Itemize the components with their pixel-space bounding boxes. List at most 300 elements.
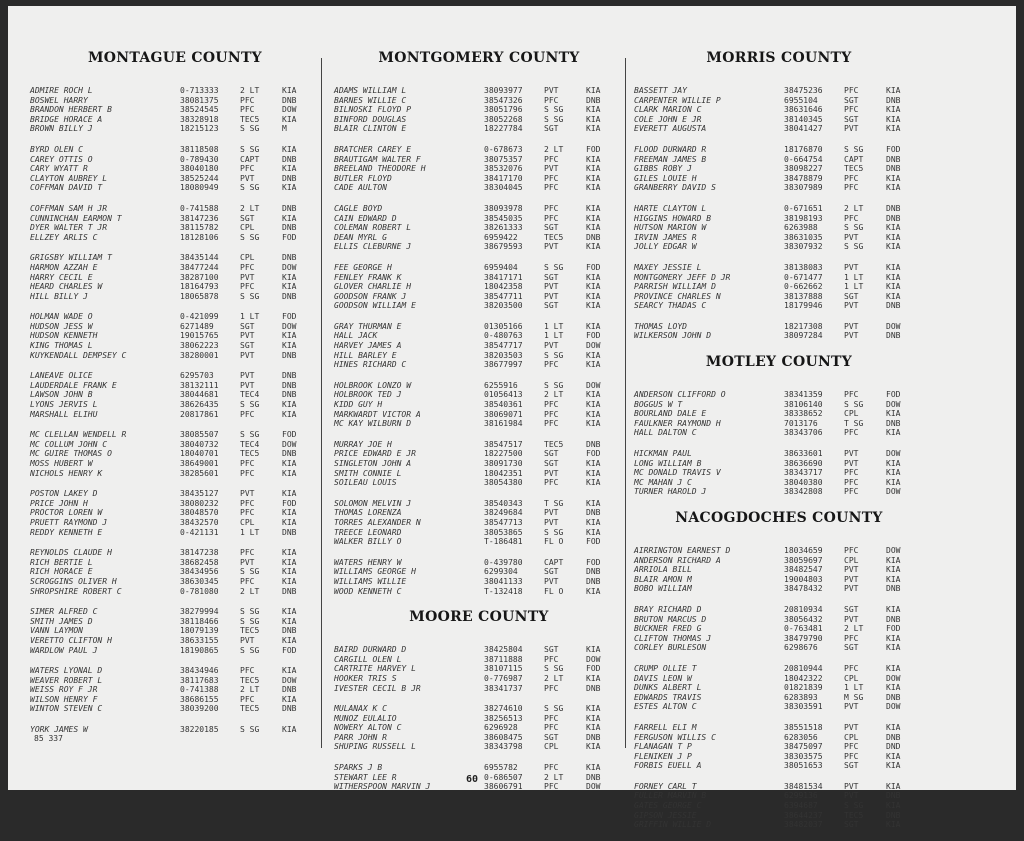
roster-entry <box>334 381 624 391</box>
entry-status: KIA <box>282 468 297 478</box>
roster-group <box>334 558 624 596</box>
entry-name: BRUTON MARCUS D <box>634 614 707 624</box>
roster-entry <box>634 693 924 703</box>
entry-name: VANN LAYMON <box>30 626 83 636</box>
entry-name: BOGGUS W T <box>634 399 683 409</box>
column-divider <box>321 58 322 748</box>
entry-name: WILLIAMS GEORGE H <box>334 567 416 577</box>
entry-rank: TEC5 <box>240 626 260 636</box>
entry-rank: PFC <box>544 360 559 370</box>
entry-rank: SGT <box>544 124 559 134</box>
entry-rank: SGT <box>544 301 559 311</box>
entry-serial: 6955104 <box>784 95 818 105</box>
entry-rank: PVT <box>240 557 255 567</box>
roster-entry <box>634 683 924 693</box>
entry-serial: 38249684 <box>484 508 523 518</box>
entry-serial: 6394687 <box>784 801 818 811</box>
entry-name: MC CLELLAN WENDELL R <box>30 430 127 440</box>
roster-entry <box>30 567 320 577</box>
entry-rank: S SG <box>544 527 564 537</box>
roster-entry <box>30 489 320 499</box>
entry-serial: 38435144 <box>180 253 219 263</box>
entry-serial: 38203500 <box>484 301 523 311</box>
entry-rank: SGT <box>544 449 559 459</box>
entry-serial: 38093977 <box>484 86 523 95</box>
entry-name: HOLMAN WADE O <box>30 312 93 322</box>
entry-rank: CAPT <box>240 154 260 164</box>
entry-status: DOW <box>886 321 901 331</box>
entry-name: GOODSON WILLIAM E <box>334 301 416 311</box>
entry-status: KIA <box>586 223 601 233</box>
roster-entry <box>30 725 320 735</box>
entry-name: CAGLE BOYD <box>334 203 383 213</box>
entry-status: KIA <box>586 586 601 596</box>
entry-serial: 38098227 <box>784 164 823 174</box>
entry-rank: SGT <box>544 567 559 577</box>
entry-rank: S SG <box>240 607 260 617</box>
entry-name: SINGLETON JOHN A <box>334 459 412 468</box>
entry-name: ESTES ALTON C <box>634 702 697 712</box>
entry-rank: PVT <box>240 380 255 390</box>
entry-status: DNB <box>886 692 901 702</box>
entry-serial: 18080949 <box>180 183 219 193</box>
roster-entry <box>634 331 924 341</box>
entry-status: KIA <box>282 86 297 95</box>
entry-serial: 38478432 <box>784 584 823 594</box>
entry-status: KIA <box>282 183 297 193</box>
entry-name: BREELAND THEODORE H <box>334 164 426 174</box>
entry-status: KIA <box>886 761 901 771</box>
entry-rank: 2 LT <box>844 624 864 634</box>
entry-serial: 38256513 <box>484 713 523 723</box>
county-section <box>30 48 320 735</box>
entry-name: GRIFFIN WILLIE D <box>634 820 712 830</box>
entry-serial: 38532076 <box>484 164 523 174</box>
entry-serial: 38285601 <box>180 468 219 478</box>
entry-serial: 38069071 <box>484 409 523 419</box>
roster-group <box>634 546 924 594</box>
county-title: MONTGOMERY COUNTY <box>378 50 580 66</box>
entry-name: ELLIS CLEBURNE J <box>334 242 412 252</box>
county-section <box>634 352 924 497</box>
roster-entry <box>30 204 320 214</box>
entry-serial: 38093978 <box>484 203 523 213</box>
entry-status: FOD <box>586 262 601 272</box>
entry-name: WINTON STEVEN C <box>30 704 103 714</box>
entry-serial: 38274610 <box>484 704 523 714</box>
entry-status: FOD <box>282 312 297 322</box>
entry-serial: 38287100 <box>180 272 219 282</box>
county-title: MONTAGUE COUNTY <box>88 50 262 66</box>
entry-status: DOW <box>282 439 297 449</box>
roster-entry <box>30 253 320 263</box>
entry-status: KIA <box>886 428 901 438</box>
entry-name: DUNKS ALBERT L <box>634 683 702 693</box>
entry-rank: S SG <box>544 105 564 115</box>
entry-rank: TEC5 <box>544 232 564 242</box>
entry-status: KIA <box>282 548 297 558</box>
entry-serial: 38631035 <box>784 232 823 242</box>
entry-serial: 0-421099 <box>180 312 219 322</box>
entry-serial: 38097284 <box>784 331 823 341</box>
entry-rank: PVT <box>544 164 559 174</box>
roster-entry <box>30 558 320 568</box>
entry-serial: 18227784 <box>484 124 523 134</box>
roster-group <box>634 322 924 341</box>
roster-entry <box>634 674 924 684</box>
roster-group <box>30 86 320 134</box>
entry-status: DNB <box>886 614 901 624</box>
entry-serial: 38341359 <box>784 390 823 400</box>
entry-serial: 38482547 <box>784 565 823 575</box>
entry-name: HARMON AZZAH E <box>30 262 98 272</box>
roster-entry <box>634 723 924 733</box>
roster-entry <box>634 546 924 556</box>
entry-serial: 38633601 <box>784 449 823 459</box>
roster-entry <box>634 811 924 821</box>
roster-entry <box>30 155 320 165</box>
roster-entry <box>334 273 624 283</box>
entry-serial: 38606791 <box>484 782 523 792</box>
county-section <box>634 508 924 830</box>
entry-status: KIA <box>282 282 297 292</box>
roster-entry <box>334 655 624 665</box>
roster-entry <box>634 449 924 459</box>
roster-entry <box>634 124 924 134</box>
entry-name: WALKER BILLY O <box>334 537 402 547</box>
entry-name: HOOKER TRIS S <box>334 673 397 683</box>
roster-entry <box>30 607 320 617</box>
entry-name: MULANAX K C <box>334 704 387 714</box>
roster-entry <box>634 643 924 653</box>
roster-entry <box>30 459 320 469</box>
entry-serial: 38540343 <box>484 498 523 508</box>
entry-status: DNB <box>282 371 297 381</box>
entry-rank: SGT <box>544 272 559 282</box>
entry-serial: 18040701 <box>180 449 219 459</box>
entry-status: KIA <box>886 555 901 565</box>
entry-name: CLARK MARION C <box>634 105 702 115</box>
entry-serial: 18215123 <box>180 124 219 134</box>
entry-serial: 38633155 <box>180 635 219 645</box>
entry-name: FULLER MARVIN B <box>634 791 707 801</box>
roster-entry <box>334 164 624 174</box>
entry-status: KIA <box>586 723 601 733</box>
roster-entry <box>634 242 924 252</box>
entry-serial: 38118466 <box>180 616 219 626</box>
roster-entry <box>634 624 924 634</box>
entry-name: MC DONALD TRAVIS V <box>634 468 721 478</box>
entry-serial: 38434946 <box>180 666 219 676</box>
roster-entry <box>334 301 624 311</box>
entry-rank: PVT <box>240 371 255 381</box>
entry-rank: PFC <box>544 409 559 419</box>
roster-entry <box>30 124 320 134</box>
entry-name: BRATCHER CAREY E <box>334 144 412 154</box>
entry-status: KIA <box>586 742 601 752</box>
roster-entry <box>30 322 320 332</box>
entry-name: CARGILL OLEN L <box>334 654 402 664</box>
entry-rank: SGT <box>240 341 255 351</box>
entry-status: FOD <box>282 430 297 440</box>
entry-name: MURRAY JOE H <box>334 439 392 449</box>
roster-entry <box>30 214 320 224</box>
entry-rank: PFC <box>544 478 559 488</box>
entry-serial: 19004803 <box>784 574 823 584</box>
entry-status: FOD <box>886 624 901 634</box>
entry-rank: PVT <box>844 331 859 341</box>
entry-status: KIA <box>586 527 601 537</box>
entry-name: FEE GEORGE H <box>334 262 392 272</box>
entry-serial: 38481534 <box>784 781 823 791</box>
roster-entry <box>30 331 320 341</box>
entry-serial: 38118508 <box>180 144 219 154</box>
entry-rank: 1 LT <box>544 321 564 331</box>
entry-status: KIA <box>586 213 601 223</box>
entry-name: MARSHALL ELIHU <box>30 409 98 419</box>
entry-status: FOD <box>282 498 297 508</box>
entry-status: KIA <box>586 360 601 370</box>
entry-rank: TEC5 <box>240 449 260 459</box>
roster-entry <box>334 124 624 134</box>
roster-entry <box>334 528 624 538</box>
entry-status: KIA <box>886 232 901 242</box>
entry-name: GIBBS ROBY J <box>634 164 692 174</box>
entry-name: PRICE EDWARD E JR <box>334 449 416 459</box>
roster-entry <box>634 791 924 801</box>
entry-rank: 1 LT <box>544 331 564 341</box>
entry-rank: 2 LT <box>844 203 864 213</box>
entry-status: DNB <box>282 350 297 360</box>
entry-rank: CAPT <box>844 154 864 164</box>
entry-name: SEARCY THADAS C <box>634 301 707 311</box>
entry-status: KIA <box>886 751 901 761</box>
entry-name: CARY WYATT R <box>30 164 88 174</box>
entry-status: KIA <box>586 154 601 164</box>
roster-entry <box>634 733 924 743</box>
entry-status: KIA <box>282 567 297 577</box>
entry-serial: 18164793 <box>180 282 219 292</box>
roster-entry <box>334 292 624 302</box>
entry-serial: 38432570 <box>180 517 219 527</box>
roster-entry <box>334 282 624 292</box>
entry-name: FENLEY FRANK K <box>334 272 402 282</box>
entry-serial: 38686155 <box>180 694 219 704</box>
entry-rank: PFC <box>844 213 859 223</box>
entry-rank: T SG <box>544 498 564 508</box>
entry-status: DNB <box>586 576 601 586</box>
entry-name: MONTGOMERY JEFF D JR <box>634 272 731 282</box>
roster-entry <box>634 96 924 106</box>
entry-status: FOD <box>586 664 601 674</box>
entry-status: KIA <box>586 419 601 429</box>
entry-status: KIA <box>282 508 297 518</box>
entry-name: BRANDON HERBERT B <box>30 105 112 115</box>
entry-serial: 38137888 <box>784 291 823 301</box>
entry-serial: 38328918 <box>180 114 219 124</box>
page-number: 60 <box>466 774 479 785</box>
entry-rank: PVT <box>844 614 859 624</box>
entry-name: CAREY OTTIS O <box>30 154 93 164</box>
entry-rank: S SG <box>240 400 260 410</box>
entry-rank: PVT <box>844 321 859 331</box>
entry-status: KIA <box>282 557 297 567</box>
entry-serial: 38056432 <box>784 614 823 624</box>
entry-rank: 2 LT <box>544 390 564 400</box>
entry-rank: CAPT <box>544 557 564 567</box>
entry-rank: PFC <box>240 508 255 518</box>
entry-serial: 38062223 <box>180 341 219 351</box>
roster-entry <box>334 96 624 106</box>
entry-serial: 0-741588 <box>180 203 219 213</box>
entry-name: HOLBROOK LONZO W <box>334 380 412 390</box>
entry-rank: PFC <box>844 663 859 673</box>
roster-entry <box>334 351 624 361</box>
entry-serial: 18190865 <box>180 645 219 655</box>
entry-status: KIA <box>886 801 901 811</box>
entry-name: BLAIR CLINTON E <box>334 124 407 134</box>
roster-group <box>30 666 320 714</box>
entry-serial: 6298676 <box>784 643 818 653</box>
entry-status: DNB <box>886 331 901 341</box>
roster-entry <box>634 145 924 155</box>
entry-serial: 38080232 <box>180 498 219 508</box>
entry-rank: TEC5 <box>240 675 260 685</box>
entry-rank: PFC <box>544 782 559 792</box>
entry-rank: S SG <box>544 262 564 272</box>
entry-serial: 0-671651 <box>784 203 823 213</box>
roster-entry <box>334 331 624 341</box>
entry-rank: PFC <box>544 713 559 723</box>
entry-serial: 0-662662 <box>784 282 823 292</box>
entry-rank: PFC <box>240 282 255 292</box>
entry-status: KIA <box>586 86 601 95</box>
entry-status: FOD <box>586 537 601 547</box>
roster-entry <box>634 105 924 115</box>
entry-status: KIA <box>282 114 297 124</box>
entry-status: DNB <box>886 732 901 742</box>
entry-name: STEWART LEE R <box>334 772 397 782</box>
entry-status: KIA <box>586 124 601 134</box>
entry-rank: T SG <box>844 418 864 428</box>
roster-entry <box>634 782 924 792</box>
entry-rank: S SG <box>544 350 564 360</box>
roster-entry <box>30 469 320 479</box>
entry-rank: CPL <box>844 409 859 419</box>
entry-rank: PFC <box>544 183 559 193</box>
entry-name: CLIFTON THOMAS J <box>634 633 712 643</box>
entry-serial: 38342808 <box>784 487 823 497</box>
entry-rank: PFC <box>240 498 255 508</box>
entry-name: HUDSON KENNETH <box>30 331 98 341</box>
entry-serial: 38425804 <box>484 645 523 655</box>
roster-entry <box>634 322 924 332</box>
roster-entry <box>634 584 924 594</box>
entry-status: DNB <box>886 213 901 223</box>
roster-entry <box>30 341 320 351</box>
roster-group <box>334 86 624 134</box>
roster-entry <box>634 634 924 644</box>
entry-name: GLOVER CHARLIE H <box>334 282 412 292</box>
entry-rank: PFC <box>544 763 559 773</box>
roster-entry <box>334 86 624 96</box>
entry-name: FARRELL ELI M <box>634 722 697 732</box>
entry-rank: PFC <box>544 654 559 664</box>
entry-status: KIA <box>586 713 601 723</box>
entry-serial: 6283056 <box>784 732 818 742</box>
entry-name: HUTSON MARION W <box>634 223 707 233</box>
entry-serial: 38059697 <box>784 555 823 565</box>
entry-name: COLEMAN ROBERT L <box>334 223 412 233</box>
entry-status: DOW <box>586 341 601 351</box>
entry-serial: 6959422 <box>484 232 518 242</box>
roster-entry <box>30 617 320 627</box>
roster-entry <box>334 223 624 233</box>
entry-status: DNB <box>282 380 297 390</box>
entry-serial: 38303591 <box>784 702 823 712</box>
entry-rank: PVT <box>844 722 859 732</box>
entry-status: KIA <box>586 673 601 683</box>
roster-group <box>30 145 320 193</box>
entry-serial: 38677997 <box>484 360 523 370</box>
entry-rank: PFC <box>844 487 859 497</box>
entry-status: KIA <box>886 722 901 732</box>
entry-name: GILES LOUIE H <box>634 173 697 183</box>
entry-serial: 38524545 <box>180 105 219 115</box>
entry-name: VERETTO CLIFTON H <box>30 635 112 645</box>
roster-group <box>334 145 624 193</box>
entry-serial: 38525244 <box>180 173 219 183</box>
roster-entry <box>334 459 624 469</box>
entry-name: FLANAGAN T P <box>634 742 692 752</box>
entry-rank: PVT <box>844 124 859 134</box>
column-2 <box>334 46 624 803</box>
entry-status: DOW <box>282 105 297 115</box>
entry-name: CADE AULTON <box>334 183 387 193</box>
entry-serial: 38475236 <box>784 86 823 95</box>
entry-serial: 18227500 <box>484 449 523 459</box>
entry-name: BOURLAND DALE E <box>634 409 707 419</box>
entry-name: WILLIAMS WILLIE <box>334 576 407 586</box>
entry-serial: 38636690 <box>784 458 823 468</box>
entry-rank: PFC <box>240 164 255 174</box>
entry-rank: S SG <box>240 124 260 134</box>
entry-status: FOD <box>886 144 901 154</box>
entry-status: KIA <box>586 763 601 773</box>
entry-name: HILL BARLEY E <box>334 350 397 360</box>
entry-serial: 0-678673 <box>484 144 523 154</box>
entry-serial: 38547326 <box>484 95 523 105</box>
entry-rank: S SG <box>544 114 564 124</box>
entry-name: PROVINCE CHARLES N <box>634 291 721 301</box>
entry-serial: 38106140 <box>784 399 823 409</box>
entry-status: KIA <box>282 607 297 617</box>
entry-name: YORK JAMES W <box>30 725 88 735</box>
entry-status: DNB <box>282 291 297 301</box>
entry-status: KIA <box>886 124 901 134</box>
entry-serial: 38198193 <box>784 213 823 223</box>
entry-name: FLOOD DURWARD R <box>634 144 707 154</box>
roster-entry <box>634 761 924 771</box>
entry-serial: 38626435 <box>180 400 219 410</box>
entry-rank: PFC <box>844 428 859 438</box>
entry-name: BILNOSKI FLOYD P <box>334 105 412 115</box>
entry-serial: 38220185 <box>180 725 219 735</box>
entry-serial: 38679593 <box>484 242 523 252</box>
entry-rank: PFC <box>240 409 255 419</box>
roster-entry <box>30 164 320 174</box>
entry-rank: TEC5 <box>544 439 564 449</box>
